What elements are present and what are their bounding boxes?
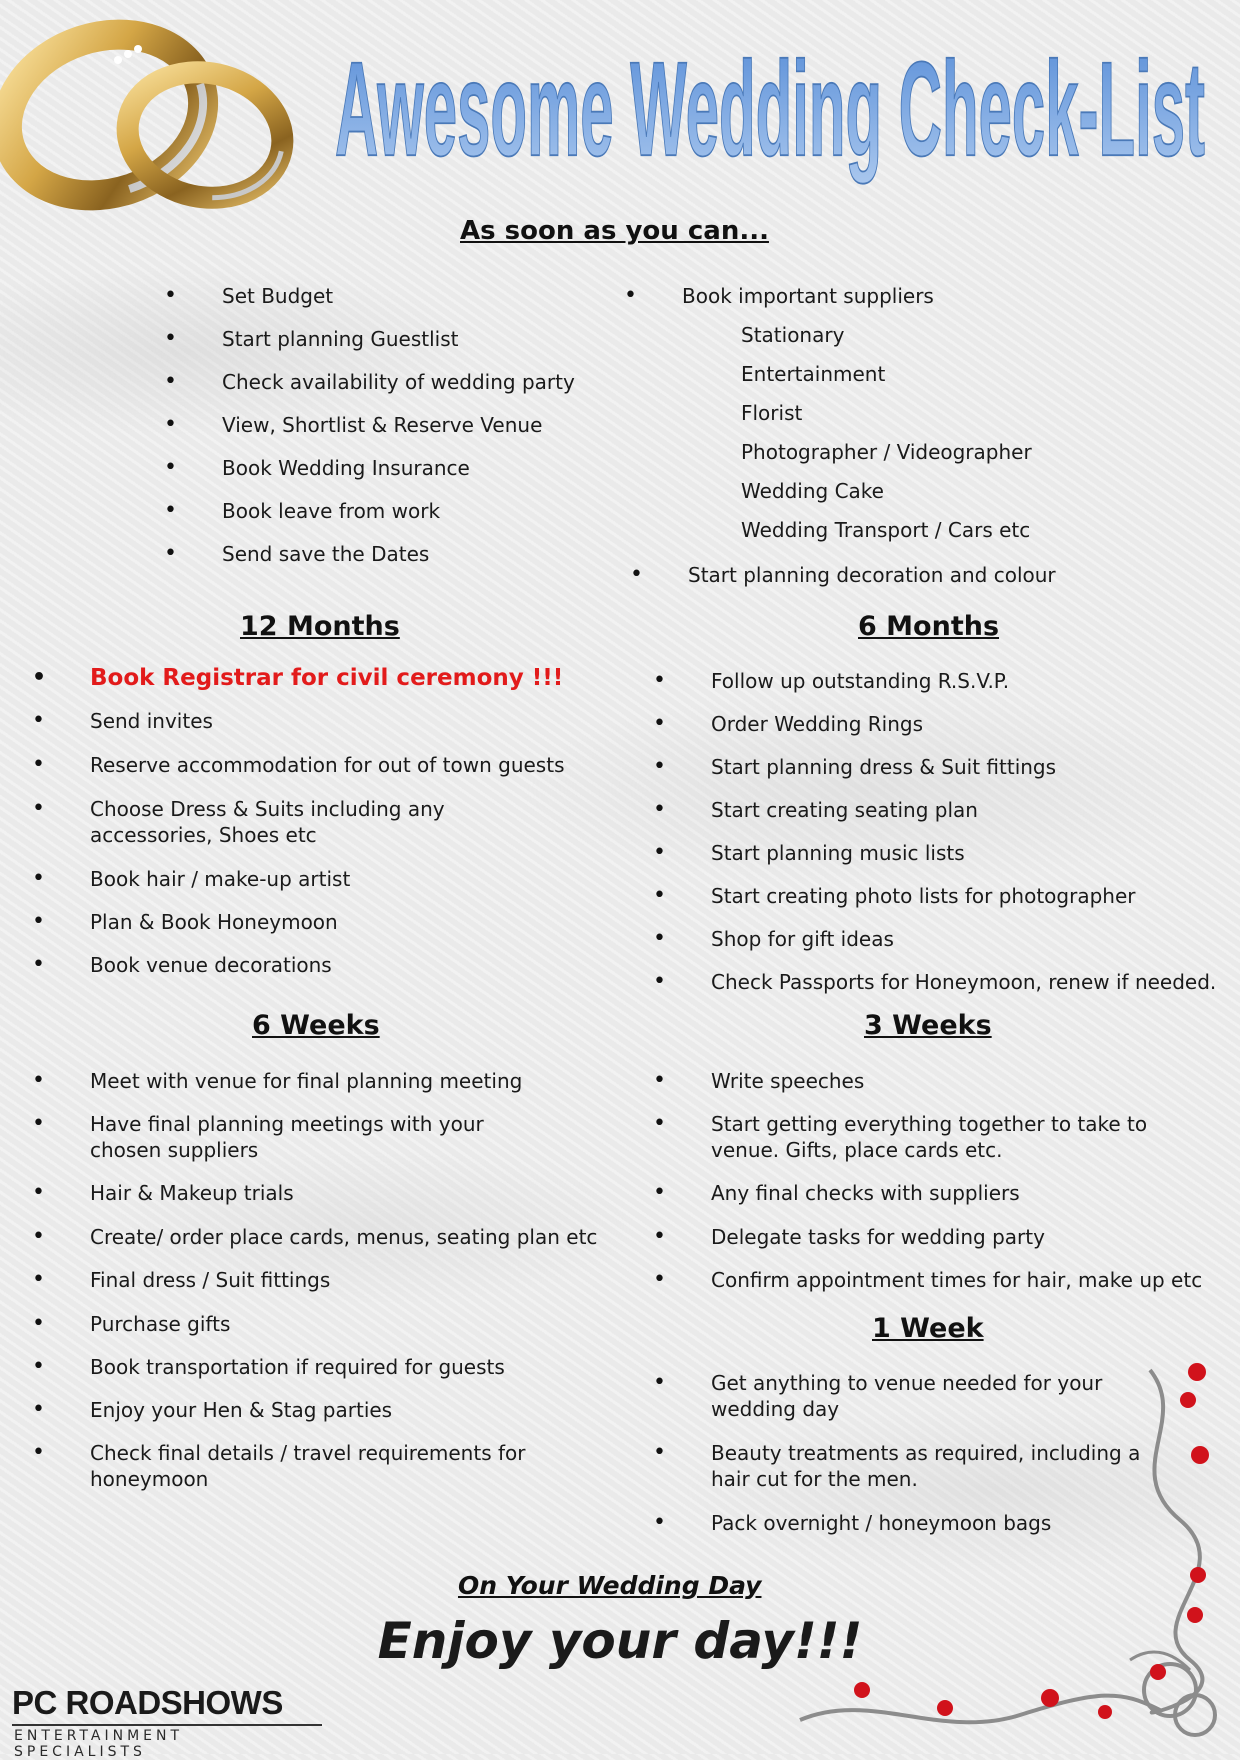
list-item: • Book venue decorations <box>90 952 580 978</box>
list-item: • Book important suppliers <box>682 283 1082 309</box>
supplier-item: Florist <box>741 401 803 425</box>
list-item: • Meet with venue for final planning meeting <box>90 1068 580 1094</box>
logo-name: PC ROADSHOWS <box>12 1684 283 1721</box>
list-item: • Reserve accommodation for out of town guests <box>90 752 580 778</box>
list-item: • Shop for gift ideas <box>711 926 1231 952</box>
list-item: • View, Shortlist & Reserve Venue <box>222 412 602 438</box>
supplier-sublist <box>741 316 1101 550</box>
list-item: • Start getting everything together to take to venue. Gifts, place cards etc. <box>711 1111 1171 1163</box>
list-item: • Start creating seating plan <box>711 797 1231 823</box>
six-months-heading: 6 Months <box>858 611 1000 642</box>
list-item: • Create/ order place cards, menus, seating plan etc <box>90 1224 580 1250</box>
wedding-day-heading: On Your Wedding Day <box>458 1571 762 1600</box>
supplier-item: Photographer / Videographer <box>741 440 1032 464</box>
supplier-item: Stationary <box>741 323 845 347</box>
list-item: • Hair & Makeup trials <box>90 1180 580 1206</box>
logo-tagline: ENTERTAINMENT SPECIALISTS <box>12 1724 322 1760</box>
page-title <box>325 40 1215 210</box>
list-item: • Enjoy your Hen & Stag parties <box>90 1397 580 1423</box>
list-item: • Book Registrar for civil ceremony !!! <box>90 665 580 691</box>
six-weeks-list <box>90 1068 598 1492</box>
list-item: • Start planning music lists <box>711 840 1231 866</box>
list-item: • Start planning dress & Suit fittings <box>711 754 1231 780</box>
list-item: • Start planning decoration and colour <box>688 562 1108 588</box>
pc-roadshows-logo <box>12 1684 322 1760</box>
list-item: • Pack overnight / honeymoon bags <box>711 1510 1181 1536</box>
three-weeks-heading: 3 Weeks <box>864 1010 992 1041</box>
six-weeks-heading: 6 Weeks <box>252 1010 380 1041</box>
list-item: • Send save the Dates <box>222 541 602 567</box>
list-item: • Choose Dress & Suits including any accessories, Shoes etc <box>90 796 570 848</box>
six-months-list <box>711 668 1231 995</box>
asap-left-list <box>222 283 602 567</box>
list-item: • Start planning Guestlist <box>222 326 602 352</box>
list-item: • Send invites <box>90 708 580 734</box>
asap-decoration-list <box>688 562 1108 588</box>
rose-vine-decoration <box>790 1360 1240 1754</box>
svg-text:Awesome Wedding Check-List: Awesome Wedding Check-List <box>335 40 1205 185</box>
list-item: • Purchase gifts <box>90 1311 580 1337</box>
list-item: • Book leave from work <box>222 498 602 524</box>
list-item: • Check Passports for Honeymoon, renew if needed. <box>711 969 1231 995</box>
supplier-item: Wedding Transport / Cars etc <box>741 518 1031 542</box>
supplier-item: Entertainment <box>741 362 886 386</box>
list-item: • Write speeches <box>711 1068 1181 1094</box>
list-item: • Final dress / Suit fittings <box>90 1267 580 1293</box>
list-item: • Order Wedding Rings <box>711 711 1231 737</box>
asap-heading: As soon as you can... <box>460 216 769 246</box>
list-item: • Delegate tasks for wedding party <box>711 1224 1181 1250</box>
list-item: • Book hair / make-up artist <box>90 866 580 892</box>
list-item: • Book transportation if required for guests <box>90 1354 580 1380</box>
list-item: • Plan & Book Honeymoon <box>90 909 580 935</box>
list-item: • Start creating photo lists for photographer <box>711 883 1231 909</box>
asap-suppliers-list <box>682 283 1082 309</box>
supplier-item: Wedding Cake <box>741 479 884 503</box>
wedding-rings-image <box>0 10 305 215</box>
twelve-months-list <box>90 665 580 978</box>
list-item: • Any final checks with suppliers <box>711 1180 1181 1206</box>
list-item: • Have final planning meetings with your chosen suppliers <box>90 1111 550 1163</box>
list-item: • Book Wedding Insurance <box>222 455 602 481</box>
list-item: • Check final details / travel requirements for honeymoon <box>90 1440 560 1492</box>
list-item: • Get anything to venue needed for your wedding day <box>711 1370 1181 1422</box>
list-item: • Check availability of wedding party <box>222 369 602 395</box>
list-item: • Set Budget <box>222 283 602 309</box>
three-weeks-list <box>711 1068 1203 1293</box>
list-item: • Confirm appointment times for hair, make up etc <box>711 1267 1181 1293</box>
wedding-day-message: Enjoy your day!!! <box>377 1612 863 1670</box>
one-week-heading: 1 Week <box>872 1313 984 1344</box>
list-item: • Follow up outstanding R.S.V.P. <box>711 668 1231 694</box>
list-item: • Beauty treatments as required, including a hair cut for the men. <box>711 1440 1181 1492</box>
twelve-months-heading: 12 Months <box>240 611 400 642</box>
